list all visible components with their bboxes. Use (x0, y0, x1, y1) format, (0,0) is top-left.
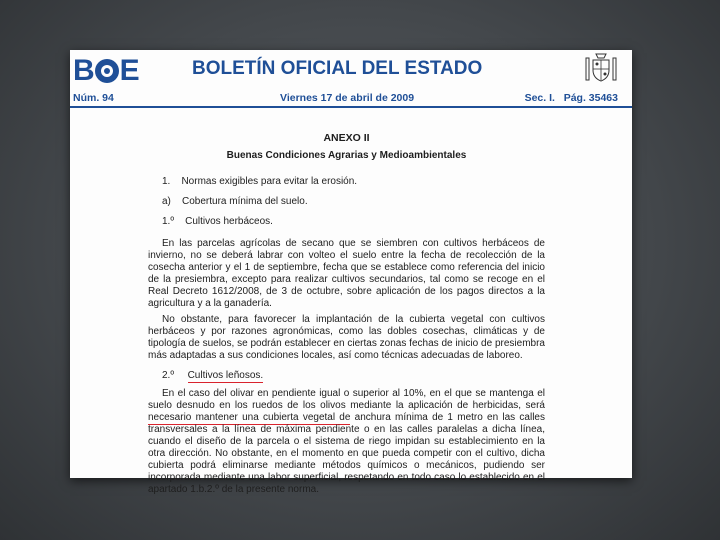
heading-cobertura: a) Cobertura mínima del suelo. (162, 196, 308, 207)
paragraph-herbaceos: En las parcelas agrícolas de secano que se siembren con cultivos herbáceos de invierno, no se deberá labrar con volteo el suelo entre la fecha de recolección de la cosecha anterior y el 1 de septiembre, fecha que se establece como referencia del inicio de la presiembra, excepto para realizar cultivos secundarios, tal como se recoge en el Real Decreto 1612/2008, de 3 de octubre, sobre aplicación de los pagos directos a la agricultura y a la ganadería. (148, 238, 545, 309)
heading-lenosos-number: 2.º (162, 370, 174, 381)
document-body (148, 132, 545, 500)
section-page: Sec. I. Pág. 35463 (524, 92, 618, 104)
coat-of-arms-icon (584, 52, 618, 84)
bulletin-title: BOLETÍN OFICIAL DEL ESTADO (192, 58, 483, 79)
document-page (70, 50, 632, 495)
issue-meta-row (70, 90, 632, 108)
heading-herbaceos: 1.º Cultivos herbáceos. (162, 216, 273, 227)
boe-logo: B E (73, 54, 139, 87)
heading-lenosos-label: Cultivos leñosos. (187, 370, 264, 381)
paragraph-olivar-start: En el caso del olivar en pendiente igual o superior al 10%, en el que se mantenga el suelo desnudo en los ruedos de los olivos mediante la aplicación de herbicidas, será (148, 388, 545, 411)
highlighted-phrase: necesario mantener una cubierta vegetal de (148, 412, 351, 423)
issue-number: Núm. 94 (73, 92, 114, 104)
annex-subtitle: Buenas Condiciones Agrarias y Medioambientales (226, 150, 467, 161)
heading-lenosos (162, 370, 545, 382)
annex-title: ANEXO II (323, 132, 370, 144)
paragraph-olivar (148, 388, 545, 496)
issue-date: Viernes 17 de abril de 2009 (280, 92, 415, 104)
seal-icon (95, 59, 119, 83)
paragraph-no-obstante: No obstante, para favorecer la implantación de la cubierta vegetal con cultivos herbáceos y por razones agronómicas, como las dobles cosechas, climáticas y de tipología de suelos, se podrán establecer en ciertas zonas fechas de inicio de presiembra más adaptadas a sus condiciones locales, así como técnicas adecuadas de laboreo. (148, 314, 545, 361)
paragraph-olivar-end: anchura mínima de 1 metro en las calles transversales a la línea de máxima pendiente o en las calles paralelas a dicha línea, cuando el diseño de la parcela o el sistema de riego impidan su establecimiento en la otra dirección. No obstante, en el momento en que pueda competir con el cultivo, dicha cubierta podrá eliminarse mediante métodos químicos o mecánicos, pudiendo ser incorporada mediante una labor superficial, respetando en todo caso lo establecido en el apartado 1.b.2.º de la presente norma. (148, 412, 545, 495)
boe-header (70, 50, 632, 110)
heading-erosion: 1. Normas exigibles para evitar la erosión. (162, 176, 358, 187)
